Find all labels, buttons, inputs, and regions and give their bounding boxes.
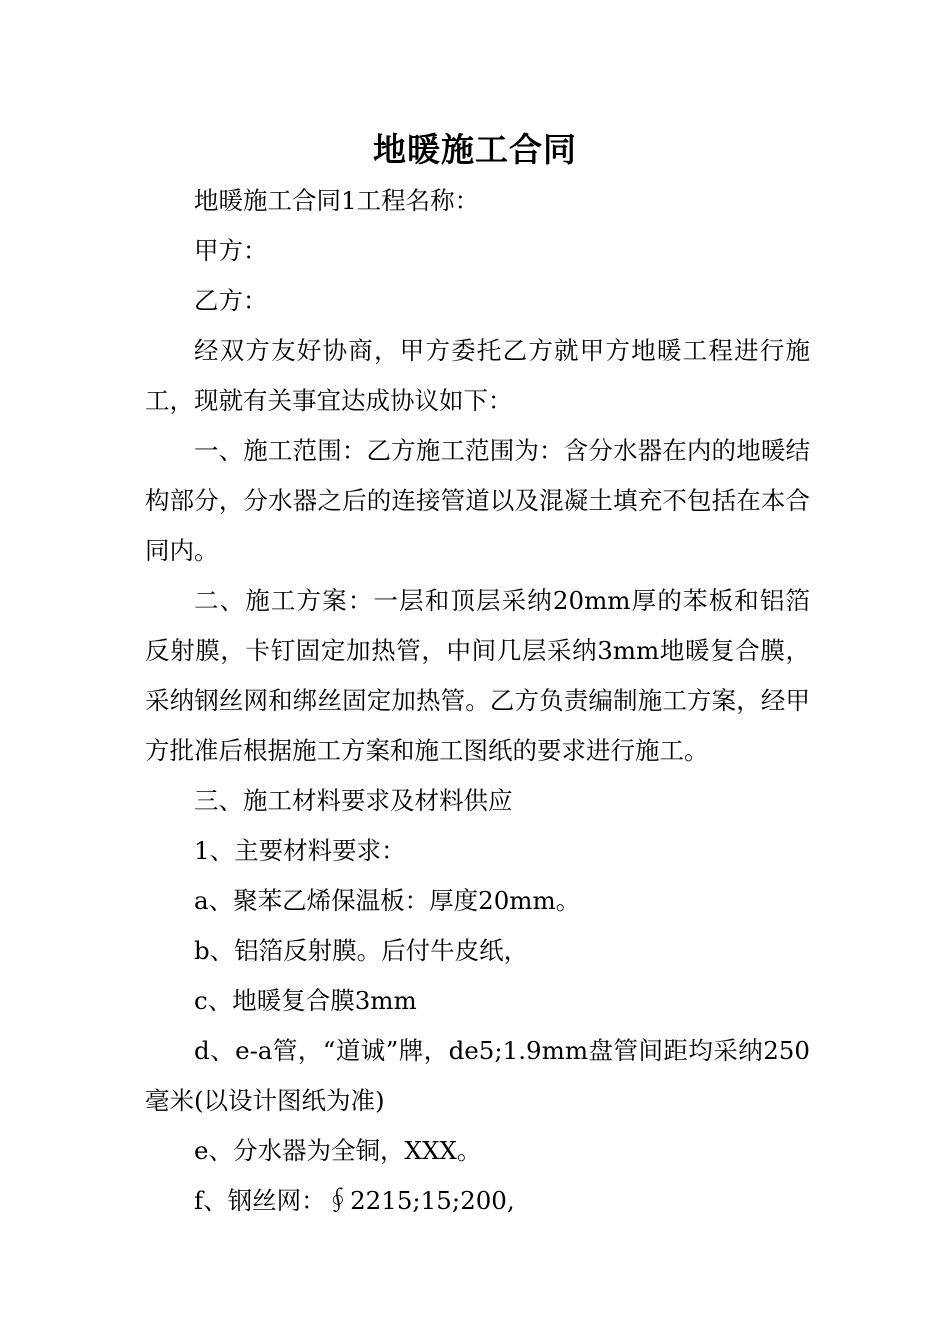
document-body	[145, 176, 810, 1226]
paragraph-item-e: e、分水器为全铜，XXX。	[194, 1136, 482, 1165]
document-title: 地暖施工合同	[373, 130, 577, 169]
paragraph-item-f: f、钢丝网：∮2215;15;200,	[194, 1186, 515, 1215]
paragraph-materials-heading: 三、施工材料要求及材料供应	[194, 786, 513, 815]
paragraph-item-c: c、地暖复合膜3mm	[194, 986, 417, 1015]
paragraph-plan: 二、施工方案：一层和顶层采纳20mm厚的苯板和铝箔反射膜，卡钉固定加热管，中间几层采纳3mm地暖复合膜，采纳钢丝网和绑丝固定加热管。乙方负责编制施工方案，经甲方批准后根据施工方案和施工图纸的要求进行施工。	[145, 586, 810, 765]
paragraph-party-a: 甲方：	[194, 236, 268, 265]
paragraph-item-d: d、e-a管，“道诚”牌，de5;1.9mm盘管间距均采纳250毫米(以设计图纸为准)	[145, 1036, 810, 1115]
paragraph-scope: 一、施工范围：乙方施工范围为：含分水器在内的地暖结构部分，分水器之后的连接管道以及混凝土填充不包括在本合同内。	[145, 436, 810, 565]
paragraph-project-name: 地暖施工合同1工程名称：	[194, 186, 480, 215]
paragraph-item-b: b、铝箔反射膜。后付牛皮纸，	[194, 936, 529, 965]
paragraph-agreement-intro: 经双方友好协商，甲方委托乙方就甲方地暖工程进行施工，现就有关事宜达成协议如下：	[145, 336, 810, 415]
paragraph-item-a: a、聚苯乙烯保温板：厚度20mm。	[194, 886, 581, 915]
paragraph-main-materials: 1、主要材料要求：	[194, 836, 406, 865]
paragraph-party-b: 乙方：	[194, 286, 268, 315]
